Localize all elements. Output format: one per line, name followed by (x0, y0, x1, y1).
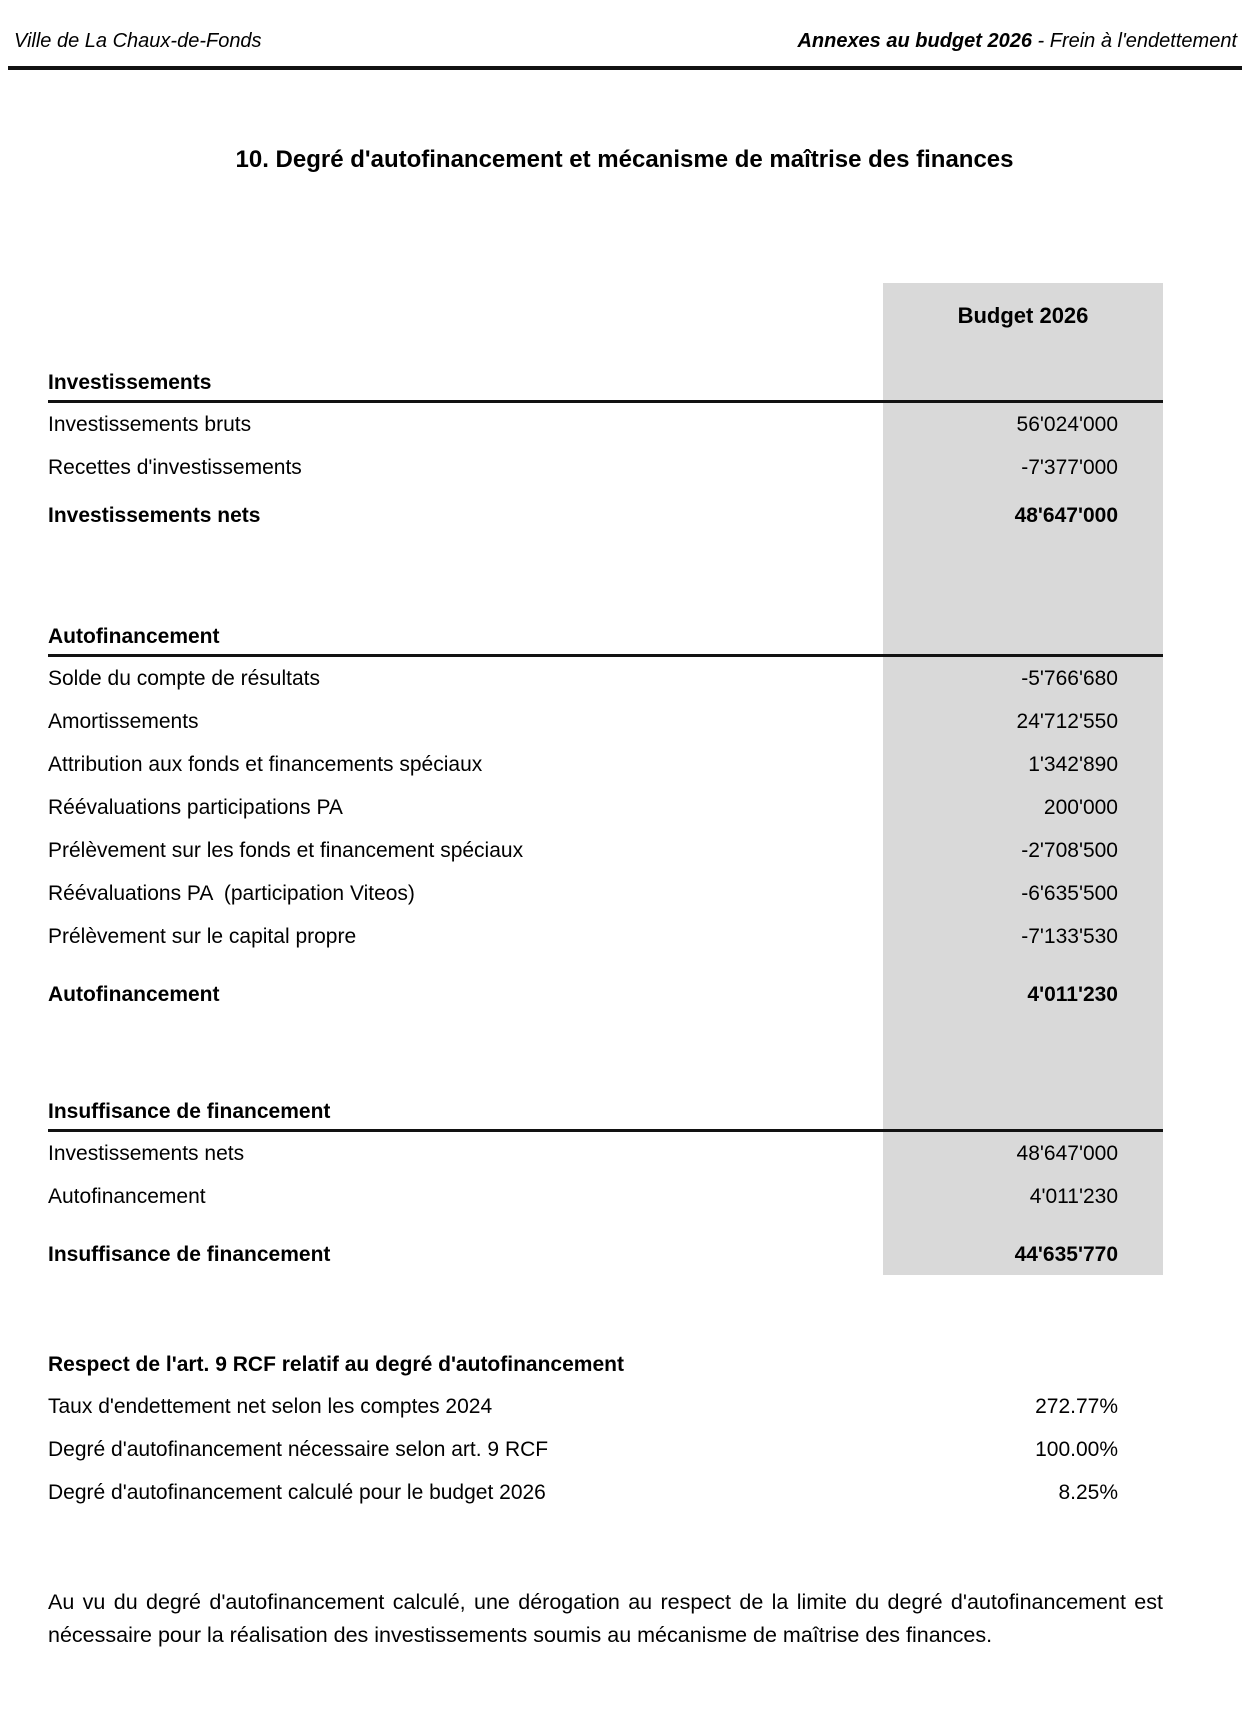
row-value: 48'647'000 (1014, 503, 1118, 527)
header-right-bold: Annexes au budget 2026 (797, 30, 1032, 52)
conclusion-paragraph: Au vu du degré d'autofinancement calculé, une dérogation au respect de la limite du degré d'autofinancement est nécessaire pour la réalisation des investissements soumis au mécanisme de maîtrise des finances. (48, 1590, 1163, 1647)
table-row (48, 1385, 1163, 1428)
row-label: Autofinancement (48, 1184, 206, 1208)
row-label: Prélèvement sur les fonds et financement spéciaux (48, 838, 524, 862)
row-value: 200'000 (1043, 795, 1118, 819)
total-row (48, 1233, 1163, 1276)
table-row (48, 657, 1163, 700)
row-label: Investissements nets (48, 1141, 245, 1165)
header-right-text (797, 30, 1237, 53)
row-value: 8.25% (1058, 1480, 1118, 1504)
column-header: Budget 2026 (957, 303, 1089, 328)
section-rows (48, 403, 1163, 537)
row-label: Amortissements (48, 709, 199, 733)
row-value: -6'635'500 (1021, 881, 1118, 905)
table-row (48, 1175, 1163, 1218)
table-row (48, 1428, 1163, 1471)
section-rcf (48, 1352, 1163, 1514)
row-value: 4'011'230 (1027, 982, 1118, 1006)
table-row (48, 743, 1163, 786)
row-label: Attribution aux fonds et financements spéciaux (48, 752, 483, 776)
section-heading: Autofinancement (48, 624, 1163, 657)
table-row (48, 403, 1163, 446)
table-row (48, 915, 1163, 958)
table-row (48, 1471, 1163, 1514)
row-value: 44'635'770 (1014, 1242, 1118, 1266)
row-value: -2'708'500 (1021, 838, 1118, 862)
section-heading: Investissements (48, 370, 1163, 403)
row-value: 48'647'000 (1016, 1141, 1118, 1165)
row-label: Investissements bruts (48, 412, 252, 436)
row-label: Réévaluations participations PA (48, 795, 343, 819)
rcf-heading: Respect de l'art. 9 RCF relatif au degré d'autofinancement (48, 1353, 624, 1376)
total-row (48, 494, 1163, 537)
header-left-text: Ville de La Chaux-de-Fonds (14, 30, 262, 52)
row-label: Investissements nets (48, 503, 261, 527)
section-rows (48, 1385, 1163, 1514)
table-row (48, 872, 1163, 915)
table-row (48, 700, 1163, 743)
row-value: 24'712'550 (1016, 709, 1118, 733)
row-label: Insuffisance de financement (48, 1242, 331, 1266)
section-autofinancement (48, 624, 1163, 1016)
row-label: Degré d'autofinancement nécessaire selon art. 9 RCF (48, 1437, 549, 1461)
row-value: 56'024'000 (1016, 412, 1118, 436)
page-header (14, 30, 1237, 53)
table-row (48, 786, 1163, 829)
section-investissements (48, 370, 1163, 537)
table-row (48, 829, 1163, 872)
row-label: Autofinancement (48, 982, 220, 1006)
row-value: 272.77% (1035, 1394, 1118, 1418)
row-value: 4'011'230 (1029, 1184, 1118, 1208)
total-row (48, 973, 1163, 1016)
header-right-regular: - Frein à l'endettement (1031, 30, 1237, 52)
section-rows (48, 1132, 1163, 1276)
page-title: 10. Degré d'autofinancement et mécanisme de maîtrise des finances (235, 146, 1014, 173)
row-label: Degré d'autofinancement calculé pour le budget 2026 (48, 1480, 546, 1504)
row-label: Réévaluations PA (participation Viteos) (48, 881, 415, 905)
row-value: 1'342'890 (1028, 752, 1118, 776)
row-value: -7'377'000 (1021, 455, 1118, 479)
row-label: Taux d'endettement net selon les comptes 2024 (48, 1394, 493, 1418)
row-label: Recettes d'investissements (48, 455, 302, 479)
row-label: Prélèvement sur le capital propre (48, 924, 357, 948)
header-rule (8, 66, 1242, 70)
table-row (48, 1132, 1163, 1175)
row-value: 100.00% (1035, 1437, 1118, 1461)
row-value: -5'766'680 (1021, 666, 1118, 690)
section-insuffisance (48, 1099, 1163, 1276)
section-heading: Insuffisance de financement (48, 1099, 1163, 1132)
section-rows (48, 657, 1163, 1016)
row-value: -7'133'530 (1021, 924, 1118, 948)
row-label: Solde du compte de résultats (48, 666, 320, 690)
table-row (48, 446, 1163, 489)
